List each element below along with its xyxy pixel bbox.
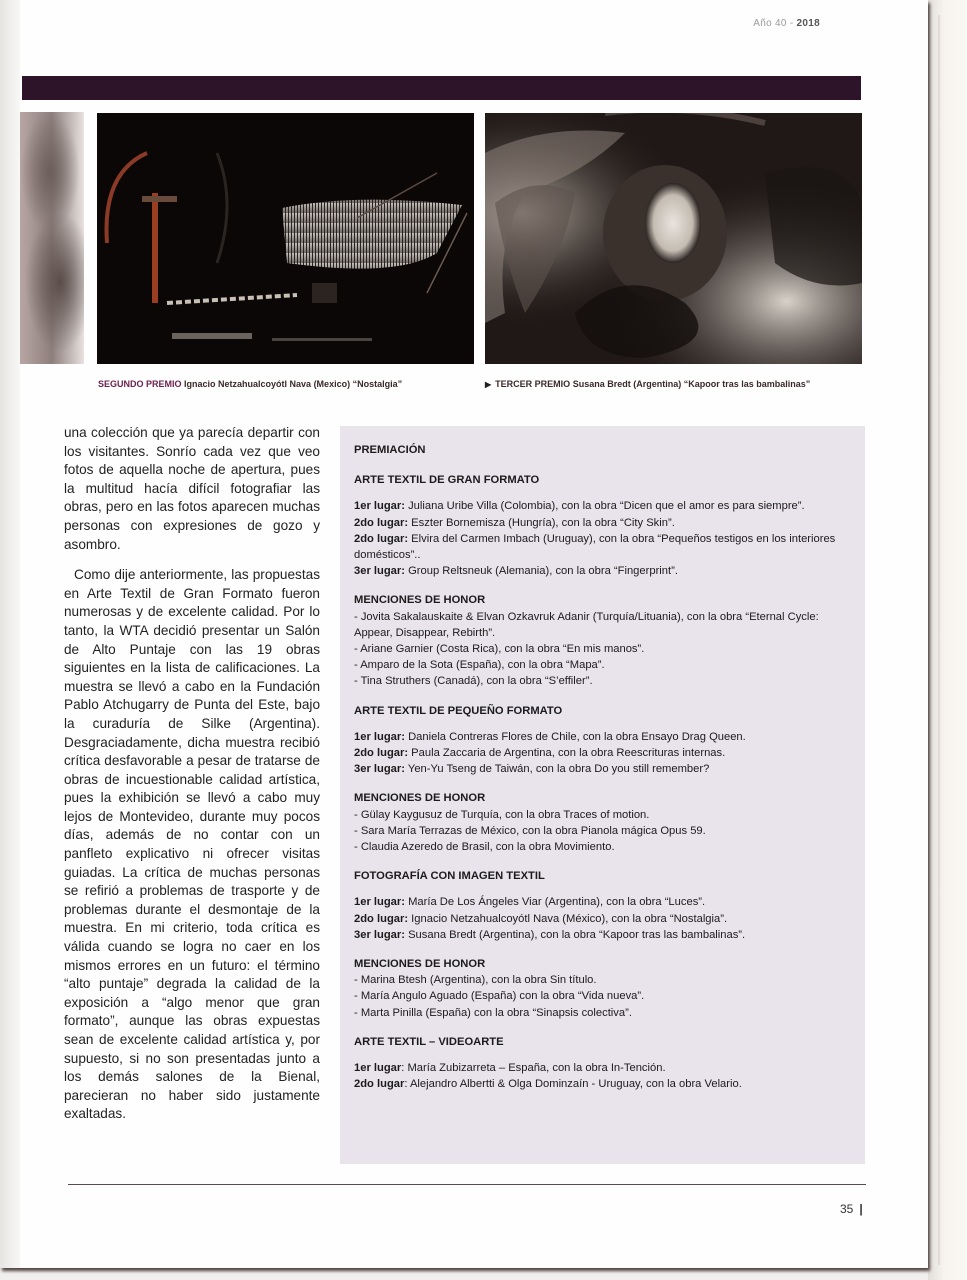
footer-divider (68, 1184, 866, 1185)
awards-section-gran-formato (354, 472, 851, 689)
honor-entry: - Marta Pinilla (España) con la obra “Sinapsis colectiva”. (354, 1006, 632, 1019)
place-label: 3er lugar: (354, 763, 405, 776)
place-entry (354, 563, 851, 579)
place-entry (354, 729, 851, 745)
section-title: FOTOGRAFÍA CON IMAGEN TEXTIL (354, 870, 545, 883)
photo-kapoor-sculpture (485, 113, 862, 364)
awards-section-videoarte (354, 1034, 851, 1093)
place-text: : Alejandro Albertti & Olga Dominzaín - Uruguay, con la obra Velario. (404, 1078, 742, 1091)
place-label: 3er lugar: (354, 565, 405, 578)
place-text: María De Los Ángeles Viar (Argentina), con la obra “Luces”. (404, 896, 706, 909)
place-entry (354, 1060, 851, 1076)
place-label: 2do lugar: (354, 532, 409, 545)
place-text: Eszter Bornemisza (Hungría), con la obra “City Skin”. (408, 516, 675, 529)
place-entry (354, 911, 851, 927)
caption-award-label: TERCER PREMIO (495, 379, 571, 389)
place-entry (354, 761, 851, 777)
folio-year: 2018 (796, 18, 820, 29)
place-text: Ignacio Netzahualcoyótl Nava (México), con la obra “Nostalgia”. (408, 912, 728, 925)
place-label: 2do lugar: (354, 747, 409, 760)
place-text: Juliana Uribe Villa (Colombia), con la obra “Dicen que el amor es para siempre”. (404, 500, 805, 513)
folio (753, 18, 820, 29)
places-list (354, 729, 851, 778)
article-paragraph: una colección que ya parecía departir con los visitantes. Sonrío cada vez que veo fotos de aquella noche de apertura, pues la multitud hacía difícil fotografiar las obras, pero en las fotos aparecen muchas personas con expresiones de gozo y asombro. (64, 425, 320, 552)
honor-entry: - Tina Struthers (Canadá), con la obra “S’effiler”. (354, 675, 593, 688)
partial-photo-left (20, 112, 84, 364)
honors-title: MENCIONES DE HONOR (354, 792, 486, 805)
place-text: Group Reltsneuk (Alemania), con la obra “Fingerprint”. (404, 565, 678, 578)
place-entry (354, 1076, 851, 1092)
place-text: Yen-Yu Tseng de Taiwán, con la obra Do you still remember? (404, 763, 710, 776)
place-entry (354, 745, 851, 761)
article-paragraph: Como dije anteriormente, las propuestas en Arte Textil de Gran Formato fueron numerosas y de excelente calidad. Por lo tanto, la WTA decidió presentar un Salón de Alto Puntaje con las 19 obras siguientes en la lista de calificaciones. La muestra se llevó a cabo en la Fundación Pablo Atchugarry de Punta del Este, bajo la curaduría de Silke (Argentina). Desgraciadamente, dicha muestra recibió crítica desfavorable a pesar de tratarse de obras de incuestionable calidad artística, pues la exhibición se llevó a cabo muy lejos de Montevideo, durante muy pocos días, además de no contar con un panfleto explicativo ni ofrecer visitas guiadas. La crítica de muchas personas se refirió a problemas de trasporte y de problemas durante el desmontaje de la muestra. En mi criterio, toda crítica es válida cuando se logra no caer en los mismos errores en un futuro: el término “alto puntaje” degrada la calidad de la exposición a “algo menor que gran formato”, aunque las obras expuestas sean de excelente calidad artística y, por supuesto, si no son presentadas junto a los demás salones de la Bienal, parecieran no haber sido justamente exaltadas. (64, 567, 320, 1122)
honor-entry: - Claudia Azeredo de Brasil, con la obra Movimiento. (354, 841, 615, 854)
awards-section-fotografia (354, 868, 851, 1021)
page-left-margin (0, 0, 20, 1268)
place-label: 2do lugar: (354, 912, 409, 925)
place-entry (354, 531, 851, 563)
honor-entry: - Sara María Terrazas de México, con la obra Pianola mágica Opus 59. (354, 824, 706, 837)
photo-caption-segundo-premio (98, 379, 402, 389)
place-entry (354, 498, 851, 514)
adjacent-page-edge (928, 0, 967, 1280)
places-list (354, 498, 851, 579)
place-label: 3er lugar: (354, 928, 405, 941)
caption-arrow-icon: ▶ (485, 380, 492, 389)
caption-award-label: SEGUNDO PREMIO (98, 379, 182, 389)
awards-box (340, 426, 865, 1164)
place-label: 2do lugar: (354, 516, 409, 529)
place-text: : María Zubizarreta – España, con la obra In-Tención. (401, 1062, 666, 1075)
place-label: 1er lugar: (354, 500, 405, 513)
page-number-value: 35 (840, 1202, 854, 1216)
place-text: Susana Bredt (Argentina), con la obra “Kapoor tras las bambalinas”. (404, 928, 746, 941)
section-title: ARTE TEXTIL – VIDEOARTE (354, 1035, 504, 1048)
honor-entry: - Marina Btesh (Argentina), con la obra Sin título. (354, 974, 597, 987)
honors-title: MENCIONES DE HONOR (354, 958, 486, 971)
place-entry (354, 515, 851, 531)
page-number-separator: | (859, 1202, 863, 1216)
awards-title: PREMIACIÓN (354, 444, 426, 456)
caption-text: Susana Bredt (Argentina) “Kapoor tras las bambalinas” (572, 379, 811, 389)
place-label: 1er lugar (354, 1062, 402, 1075)
honor-entry: - María Angulo Aguado (España) con la obra “Vida nueva”. (354, 990, 645, 1003)
honor-entry: - Jovita Sakalauskaite & Elvan Ozkavruk Adanir (Turquía/Lituania), con la obra “Eternal Cycle: Appear, Disappear, Rebirth”. (354, 610, 819, 639)
place-entry (354, 894, 851, 910)
honor-entry: - Gülay Kaygusuz de Turquía, con la obra Traces of motion. (354, 808, 650, 821)
honor-entry: - Amparo de la Sota (España), con la obra “Mapa”. (354, 659, 605, 672)
section-title: ARTE TEXTIL DE GRAN FORMATO (354, 474, 540, 487)
photo-nostalgia-loom (97, 113, 474, 364)
caption-text: Ignacio Netzahualcoyótl Nava (Mexico) “Nostalgia” (184, 379, 403, 389)
honors-title: MENCIONES DE HONOR (354, 594, 486, 607)
place-label: 1er lugar: (354, 730, 405, 743)
place-text: Paula Zaccaria de Argentina, con la obra Reescrituras internas. (408, 747, 726, 760)
page-number (840, 1202, 863, 1216)
place-text: Daniela Contreras Flores de Chile, con la obra Ensayo Drag Queen. (404, 730, 746, 743)
places-list (354, 894, 851, 943)
article-body-column (64, 424, 320, 1136)
header-color-bar (22, 76, 861, 100)
folio-prefix: Año 40 - (753, 18, 797, 29)
place-label: 2do lugar (354, 1078, 405, 1091)
photo-caption-tercer-premio (485, 379, 810, 389)
place-text: Elvira del Carmen Imbach (Uruguay), con la obra “Pequeños testigos en los interiores domésticos”.. (354, 532, 836, 562)
sculpture-photo-illustration (485, 113, 862, 364)
honor-entry: - Ariane Garnier (Costa Rica), con la obra “En mis manos”. (354, 643, 645, 656)
section-title: ARTE TEXTIL DE PEQUEÑO FORMATO (354, 704, 563, 717)
awards-section-pequeno-formato (354, 703, 851, 856)
place-label: 1er lugar: (354, 896, 405, 909)
place-entry (354, 927, 851, 943)
loom-photo-illustration (97, 113, 474, 364)
page-gutter-line (938, 15, 940, 1265)
